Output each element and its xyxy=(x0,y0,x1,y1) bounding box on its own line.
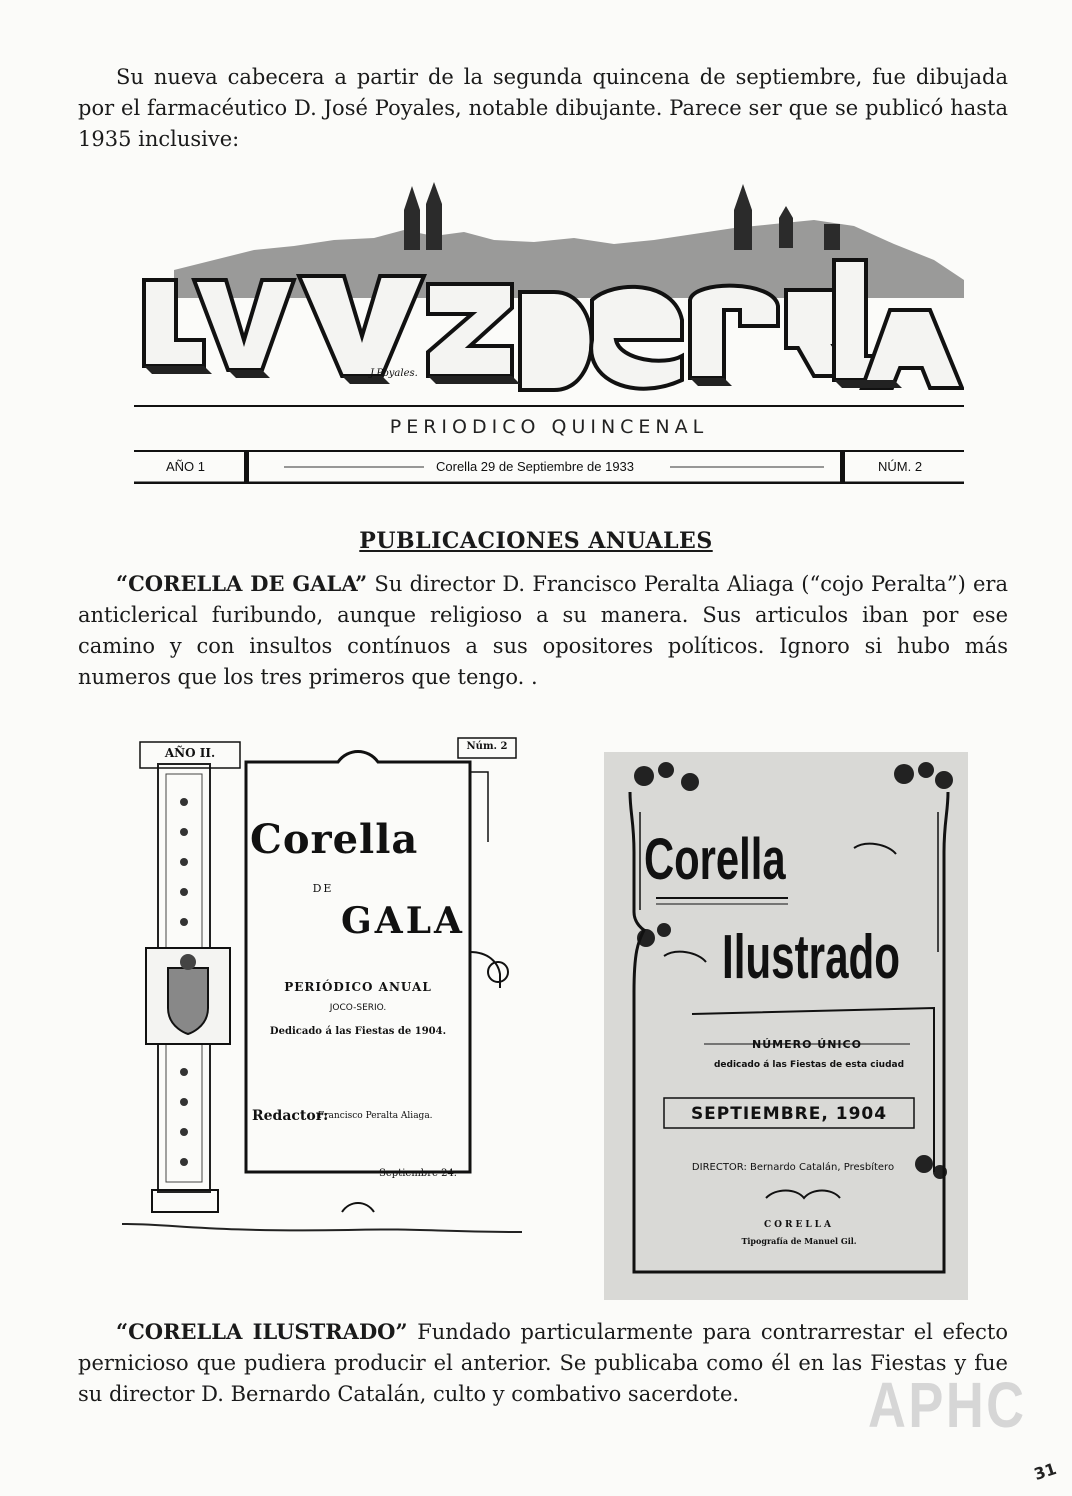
paragraph-2-title: “CORELLA DE GALA” xyxy=(116,571,368,596)
cover-left-line-3: Dedicado á las Fiestas de 1904. xyxy=(269,1026,447,1037)
paragraph-corella-de-gala xyxy=(78,568,1008,693)
cover-left-title-gala: GALA xyxy=(341,900,465,942)
cover-right-line-4: DIRECTOR: Bernardo Catalán, Presbítero xyxy=(691,1162,895,1173)
luz-de-corella-masthead xyxy=(134,180,964,490)
paragraph-1-text: Su nueva cabecera a partir de la segunda quincena de septiembre, fue dibujada por el farmacéutico D. José Poyales, notable dibujante. Parece ser que se publicó hasta 1935 inclusive: xyxy=(78,65,1008,151)
cover-right-line-3: SEPTIEMBRE, 1904 xyxy=(690,1104,888,1124)
masthead-number: NÚM. 2 xyxy=(878,459,923,474)
masthead-date: Corella 29 de Septiembre de 1933 xyxy=(436,459,635,474)
masthead-year: AÑO 1 xyxy=(166,459,206,474)
cover-right-line-2: dedicado á las Fiestas de esta ciudad xyxy=(713,1060,905,1070)
paragraph-3-title: “CORELLA ILUSTRADO” xyxy=(116,1319,408,1344)
masthead-subtitle: PERIODICO QUINCENAL xyxy=(389,416,709,438)
cover-right-line-5: CORELLA xyxy=(764,1220,834,1230)
paragraph-3-text: Fundado particularmente para contrarrestar el efecto pernicioso que pudiera producir el anterior. Se publicaba como él en las Fiestas y fue su director D. Bernardo Catalán, culto y combativo sacerdote. xyxy=(78,1320,1008,1406)
paragraph-2-text: Su director D. Francisco Peralta Aliaga (“cojo Peralta”) era anticlerical furibundo, aunque religioso a su manera. Sus articulos iban por ese camino y con insultos contínuos a sus opositores políticos. Ignoro si hubo más numeros que los tres primeros que tengo. . xyxy=(78,572,1008,689)
cover-left-date: Septiembre 24. xyxy=(379,1168,457,1179)
cover-left-line-1: PERIÓDICO ANUAL xyxy=(284,980,432,994)
cover-left-title-corella: Corella xyxy=(250,816,419,863)
masthead-info-bar xyxy=(134,450,964,484)
cover-right-line-1: NÚMERO ÚNICO xyxy=(752,1038,862,1051)
cover-right-title-corella: Corella xyxy=(644,827,786,892)
cover-left-year: AÑO II. xyxy=(164,746,216,760)
cover-left-number: Núm. 2 xyxy=(466,741,508,752)
section-heading: PUBLICACIONES ANUALES xyxy=(359,528,713,554)
cover-left-editor-label: Redactor: xyxy=(252,1108,329,1124)
cover-left-line-2: JOCO-SERIO. xyxy=(329,1003,387,1013)
masthead-signature: J.Poyales. xyxy=(370,368,418,379)
cover-right-line-6: Tipografía de Manuel Gil. xyxy=(741,1236,857,1246)
masthead-skyline-illustration xyxy=(134,180,964,415)
cover-left-title-de: DE xyxy=(312,882,334,895)
cover-left-editor-name: Francisco Peralta Aliaga. xyxy=(318,1111,433,1121)
cover-corella-ilustrado xyxy=(604,752,968,1300)
cover-corella-de-gala xyxy=(118,712,526,1252)
paragraph-cabecera xyxy=(78,62,1008,155)
aphc-watermark: APHC xyxy=(868,1369,1027,1441)
cover-right-title-ilustrado: Ilustrado xyxy=(722,923,901,992)
page-number: 31 xyxy=(1031,1459,1059,1484)
